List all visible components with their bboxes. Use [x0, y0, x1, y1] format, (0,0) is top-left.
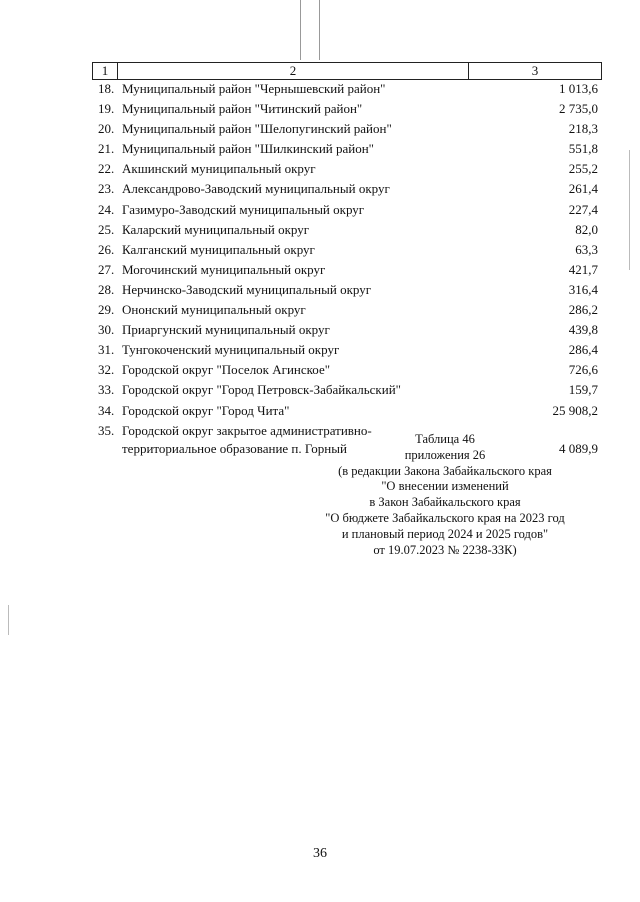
row-value: 316,4	[568, 281, 598, 297]
table-row	[98, 402, 598, 422]
note-line: от 19.07.2023 № 2238-ЗЗК)	[373, 542, 517, 557]
row-value: 2 735,0	[559, 101, 598, 117]
row-value: 439,8	[568, 322, 598, 338]
table-row	[98, 140, 598, 160]
row-value: 159,7	[568, 382, 598, 398]
scan-artifact-line	[319, 0, 320, 60]
row-value: 286,2	[568, 302, 598, 318]
table-row	[98, 281, 598, 301]
row-value: 551,8	[568, 141, 598, 157]
table-body	[98, 80, 598, 458]
row-value: 1 013,6	[559, 81, 598, 96]
table-row	[98, 201, 598, 221]
table-header-row	[92, 62, 602, 80]
row-value: 63,3	[575, 241, 598, 257]
note-line: и плановый период 2024 и 2025 годов"	[341, 526, 549, 541]
table-caption-note	[300, 432, 590, 558]
row-name: Муниципальный район "Шелопугинский район"	[122, 121, 392, 137]
table-row	[98, 180, 598, 200]
page-number: 36	[313, 846, 327, 861]
header-col-2: 2	[118, 63, 469, 79]
scan-artifact-line	[8, 605, 9, 635]
scan-artifact-line	[300, 0, 301, 60]
row-name: Муниципальный район "Чернышевский район"	[122, 81, 386, 96]
row-name: Акшинский муниципальный округ	[122, 161, 316, 177]
table-row	[98, 100, 598, 120]
row-name: Городской округ "Город Петровск-Забайкальский"	[122, 382, 401, 398]
header-col-3: 3	[531, 63, 539, 78]
row-number: 29.	[98, 302, 115, 318]
row-number: 26.	[98, 241, 115, 257]
row-number: 21.	[98, 141, 115, 157]
row-name: Приаргунский муниципальный округ	[122, 322, 330, 338]
row-name-line-1: Городской округ закрытое административно-	[122, 422, 372, 438]
row-number: 22.	[98, 161, 115, 177]
row-value: 726,6	[568, 362, 598, 378]
table-row	[98, 301, 598, 321]
row-number: 34.	[98, 402, 115, 418]
row-number: 24.	[98, 201, 115, 217]
scan-artifact-line	[629, 150, 630, 270]
row-value: 421,7	[568, 261, 598, 277]
table-row	[98, 80, 598, 100]
row-value: 261,4	[568, 181, 598, 197]
row-value: 227,4	[568, 201, 598, 217]
row-value: 4 089,9	[559, 440, 598, 456]
row-number: 25.	[98, 221, 115, 237]
note-line: Таблица 46	[415, 432, 475, 446]
row-number: 35.	[98, 422, 115, 438]
row-name-line-2: территориальное образование п. Горный	[122, 440, 347, 456]
row-name: Каларский муниципальный округ	[122, 221, 310, 237]
row-number: 31.	[98, 342, 115, 358]
table-row	[98, 381, 598, 401]
table-row	[98, 241, 598, 261]
table-row	[98, 221, 598, 241]
note-line: "О внесении изменений	[381, 479, 509, 494]
row-name: Муниципальный район "Читинский район"	[122, 101, 363, 117]
row-name: Городской округ "Поселок Агинское"	[122, 362, 331, 378]
table-row	[98, 321, 598, 341]
row-number: 20.	[98, 121, 115, 137]
row-number: 19.	[98, 101, 115, 117]
row-value: 286,4	[568, 342, 598, 358]
row-number: 32.	[98, 362, 115, 378]
row-number: 30.	[98, 322, 115, 338]
note-line: в Закон Забайкальского края	[369, 495, 521, 510]
row-number: 23.	[98, 181, 115, 197]
row-number: 18.	[98, 81, 115, 96]
row-name: Городской округ "Город Чита"	[122, 402, 290, 418]
table-row	[98, 120, 598, 140]
table-row	[98, 261, 598, 281]
row-number: 33.	[98, 382, 115, 398]
row-name: Калганский муниципальный округ	[122, 241, 315, 257]
row-name: Могочинский муниципальный округ	[122, 261, 326, 277]
row-value: 25 908,2	[552, 402, 598, 418]
note-line: (в редакции Закона Забайкальского края	[338, 463, 552, 478]
row-name: Тунгокоченский муниципальный округ	[122, 342, 340, 358]
note-line: "О бюджете Забайкальского края на 2023 год	[325, 510, 565, 525]
row-name: Муниципальный район "Шилкинский район"	[122, 141, 374, 157]
row-number: 28.	[98, 281, 115, 297]
row-name: Нерчинско-Заводский муниципальный округ	[122, 281, 372, 297]
row-value: 255,2	[568, 161, 598, 177]
row-name: Ононский муниципальный округ	[122, 302, 306, 318]
row-name: Александрово-Заводский муниципальный округ	[122, 181, 390, 197]
row-value: 218,3	[568, 121, 598, 137]
table-row	[98, 361, 598, 381]
table-row	[98, 341, 598, 361]
note-line: приложения 26	[404, 447, 486, 462]
row-value: 82,0	[575, 221, 598, 237]
row-number: 27.	[98, 261, 115, 277]
header-col-1: 1	[93, 63, 118, 79]
table-row	[98, 160, 598, 180]
row-name: Газимуро-Заводский муниципальный округ	[122, 201, 365, 217]
